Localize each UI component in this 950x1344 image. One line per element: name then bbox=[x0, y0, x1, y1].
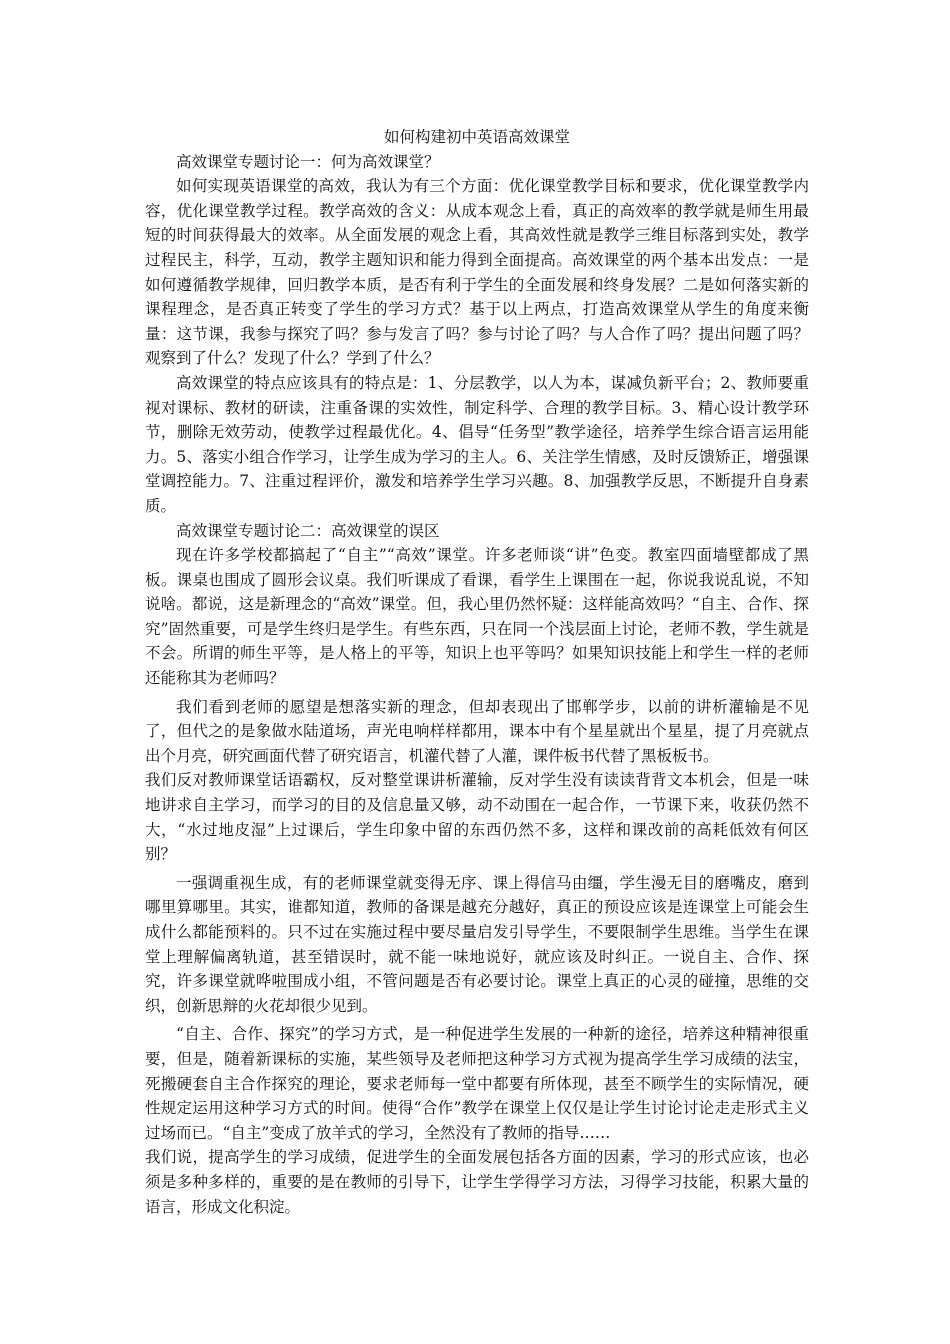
document-title: 如何构建初中英语高效课堂 bbox=[383, 128, 570, 146]
section-2-paragraph-4: 一强调重视生成，有的老师课堂就变得无序、课上得信马由缰，学生漫无目的磨嘴皮，磨到哪里算哪里。其实，谁都知道，教师的备课是越充分越好，真正的预设应该是连课堂上可能会生成什么都能预料的。只不过在实施过程中要尽量启发引导学生，不要限制学生思维。当学生在课堂上理解偏离轨道，甚至错误时，就不能一味地说好，就应该及时纠正。一说自主、合作、探究，许多课堂就哗啦围成小组，不管问题是否有必要讨论。课堂上真正的心灵的碰撞，思维的交织，创新思辩的火花却很少见到。 bbox=[145, 873, 809, 1015]
section-2-paragraph-2: 我们看到老师的愿望是想落实新的理念，但却表现出了邯郸学步，以前的讲析灌输是不见了，但代之的是象做水陆道场，声光电响样样都用，课本中有个星星就出个星星，提了月亮就点出个月亮，研究画面代替了研究语言，机灌代替了人灌，课件板书代替了黑板板书。 bbox=[145, 697, 809, 765]
section-2-paragraph-3: 我们反对教师课堂话语霸权，反对整堂课讲析灌输，反对学生没有读读背背文本机会，但是一味地讲求自主学习，而学习的目的及信息量又够，动不动围在一起合作，一节课下来，收获仍然不大，“水过地皮湿”上过课后，学生印象中留的东西仍然不多，这样和课改前的高耗低效有何区别？ bbox=[145, 771, 809, 864]
section-1-paragraph-1: 如何实现英语课堂的高效，我认为有三个方面：优化课堂教学目标和要求，优化课堂教学内容，优化课堂教学过程。教学高效的含义：从成本观念上看，真正的高效率的教学就是师生用最短的时间获得最大的效率。从全面发展的观念上看，其高效性就是教学三维目标落到实处，教学过程民主，科学，互动，教学主题知识和能力得到全面提高。高效课堂的两个基本出发点：一是如何遵循教学规律，回归教学本质，是否有利于学生的全面发展和终身发展？二是如何落实新的课程理念，是否真正转变了学生的学习方式？基于以上两点，打造高效课堂从学生的角度来衡量：这节课，我参与探究了吗？参与发言了吗？参与讨论了吗？与人合作了吗？提出问题了吗？观察到了什么？发现了什么？学到了什么？ bbox=[145, 177, 809, 368]
section-2-paragraph-1: 现在许多学校都搞起了“自主”“高效”课堂。许多老师谈“讲”色变。教室四面墙壁都成了黑板。课桌也围成了圆形会议桌。我们听课成了看课，看学生上课围在一起，你说我说乱说，不知说啥。都说，这是新理念的“高效”课堂。但，我心里仍然怀疑：这样能高效吗？“自主、合作、探究”固然重要，可是学生终归是学生。有些东西，只在同一个浅层面上讨论，老师不教，学生就是不会。所谓的师生平等，是人格上的平等，知识上也平等吗？如果知识技能上和学生一样的老师还能称其为老师吗？ bbox=[145, 546, 809, 688]
section-2-paragraph-6: 我们说，提高学生的学习成绩，促进学生的全面发展包括各方面的因素，学习的形式应该，也必须是多种多样的，重要的是在教师的引导下，让学生学得学习方法，习得学习技能，积累大量的语言，形成文化积淀。 bbox=[145, 1148, 809, 1216]
section-1-paragraph-2: 高效课堂的特点应该具有的特点是：1、分层教学，以人为本，谋减负新平台；2、教师要重视对课标、教材的研读，注重备课的实效性，制定科学、合理的教学目标。3、精心设计教学环节，删除无效劳动，使教学过程最优化。4、倡导“任务型”教学途径，培养学生综合语言运用能力。5、落实小组合作学习，让学生成为学习的主人。6、关注学生情感，及时反馈矫正，增强课堂调控能力。7、注重过程评价，激发和培养学生学习兴趣。8、加强教学反思，不断提升自身素质。 bbox=[145, 373, 809, 515]
section-1-heading: 高效课堂专题讨论一：何为高效课堂？ bbox=[176, 152, 440, 171]
section-2-heading: 高效课堂专题讨论二：高效课堂的误区 bbox=[176, 521, 440, 540]
document-page bbox=[145, 125, 809, 1219]
section-2-paragraph-5: “自主、合作、探究”的学习方式，是一种促进学生发展的一种新的途径，培养这种精神很重要，但是，随着新课标的实施，某些领导及老师把这种学习方式视为提高学生学习成绩的法宝，死搬硬套自主合作探究的理论，要求老师每一堂中都要有所体现，甚至不顾学生的实际情况，硬性规定运用这种学习方式的时间。使得“合作”教学在课堂上仅仅是让学生讨论讨论走走形式主义过场而已。“自主”变成了放羊式的学习，全然没有了教师的指导…… bbox=[145, 1025, 809, 1142]
